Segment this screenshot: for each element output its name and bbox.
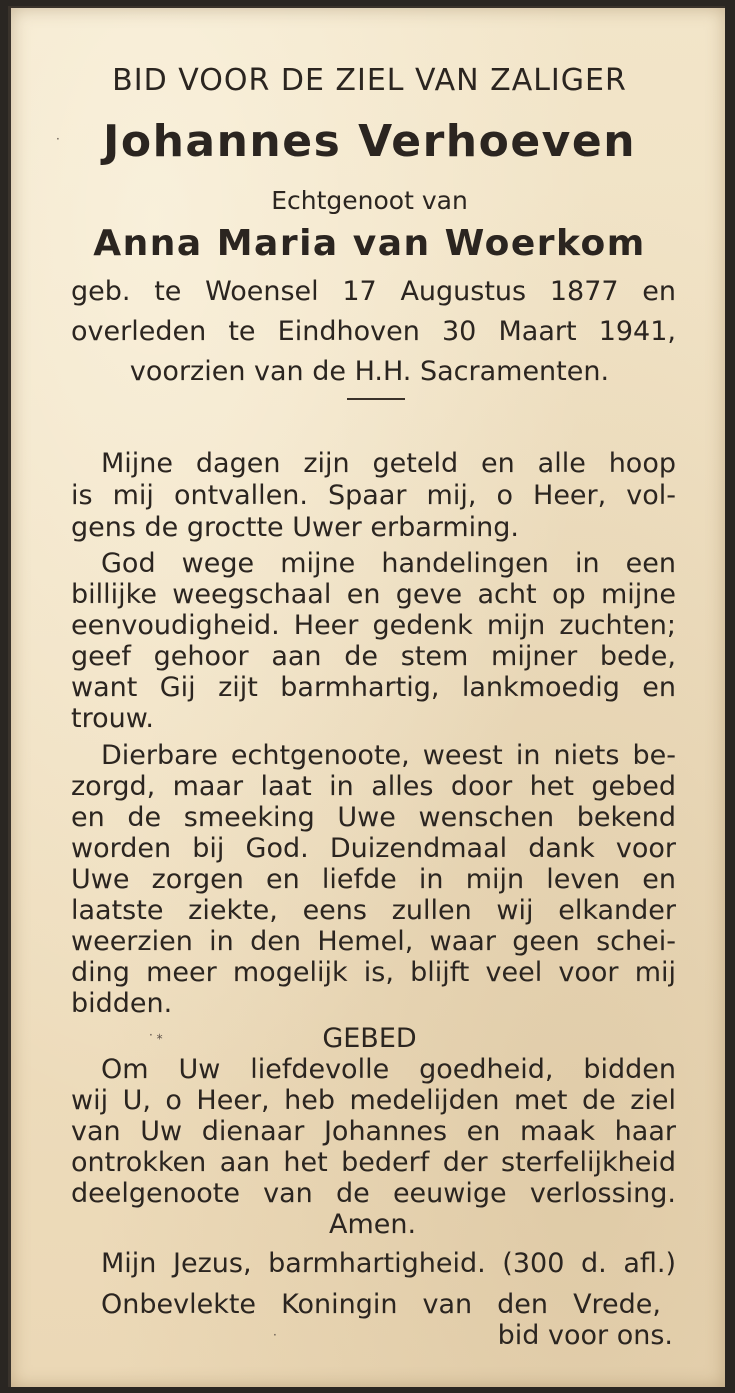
prayer-line: van Uw dienaar Johannes en maak haar (71, 1116, 676, 1147)
paragraph-1-line: gens de groctte Uwer erbarming. (71, 512, 520, 543)
invocation-closing: bid voor ons. (497, 1320, 673, 1351)
birth-line: geb. te Woensel 17 Augustus 1877 en (71, 276, 676, 307)
memorial-card (8, 6, 725, 1387)
prayer-line: ontrokken aan het bederf der sterfelijkheid (71, 1147, 676, 1178)
paragraph-3-line: zorgd, maar laat in alles door het gebed (71, 771, 676, 802)
header-prayer-line: BID VOOR DE ZIEL VAN ZALIGER (112, 63, 627, 98)
paragraph-3-line: bidden. (71, 988, 173, 1019)
amen: Amen. (329, 1209, 417, 1240)
indulgence-line: Mijn Jezus, barmhartigheid. (300 d. afl.) (101, 1248, 676, 1279)
paragraph-3-line: laatste ziekte, eens zullen wij elkander (71, 895, 676, 926)
paragraph-2-line: trouw. (71, 703, 154, 734)
paper-speck: · ⁎ (149, 1028, 163, 1042)
paragraph-3-line: worden bij God. Duizendmaal dank voor (71, 833, 676, 864)
paragraph-3-line: en de smeeking Uwe wenschen bekend (71, 802, 676, 833)
prayer-line: Om Uw liefdevolle goedheid, bidden (101, 1054, 676, 1085)
paragraph-1-line: Mijne dagen zijn geteld en alle hoop (101, 448, 676, 479)
paragraph-3-line: Dierbare echtgenoote, weest in niets be- (101, 740, 676, 771)
paragraph-3-line: Uwe zorgen en liefde in mijn leven en (71, 864, 676, 895)
paragraph-3-line: weerzien in den Hemel, waar geen schei- (71, 926, 676, 957)
invocation-line: Onbevlekte Koningin van den Vrede, (101, 1289, 661, 1320)
paper-speck: · (56, 132, 60, 146)
sacraments-line: voorzien van de H.H. Sacramenten. (129, 356, 610, 387)
relation-line: Echtgenoot van (271, 186, 468, 215)
paragraph-2-line: eenvoudigheid. Heer gedenk mijn zuchten; (71, 610, 676, 641)
spouse-name: Anna Maria van Woerkom (93, 223, 646, 264)
section-divider (347, 398, 405, 400)
paragraph-2-line: want Gij zijt barmhartig, lankmoedig en (71, 672, 676, 703)
paragraph-2-line: geef gehoor aan de stem mijner bede, (71, 641, 676, 672)
prayer-line: wij U, o Heer, heb medelijden met de ziel (71, 1085, 676, 1116)
paper-speck: · (273, 1328, 277, 1342)
paragraph-1-line: is mij ontvallen. Spaar mij, o Heer, vol- (71, 480, 676, 511)
prayer-line: deelgenoote van de eeuwige verlossing. (71, 1178, 676, 1209)
prayer-title: GEBED (322, 1023, 417, 1054)
death-line: overleden te Eindhoven 30 Maart 1941, (71, 316, 676, 347)
paragraph-2-line: billijke weegschaal en geve acht op mijne (71, 579, 676, 610)
paragraph-2-line: God wege mijne handelingen in een (101, 548, 676, 579)
deceased-name: Johannes Verhoeven (102, 116, 637, 167)
paragraph-3-line: ding meer mogelijk is, blijft veel voor mij (71, 957, 676, 988)
